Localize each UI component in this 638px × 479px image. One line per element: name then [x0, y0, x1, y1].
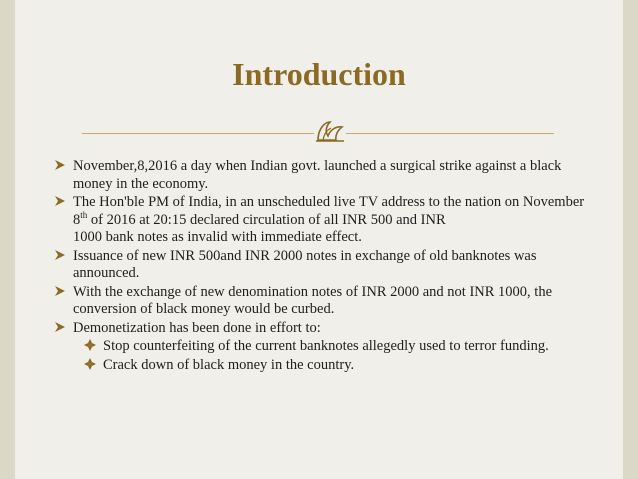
divider-left: [82, 133, 314, 134]
arrow-bullet-icon: [52, 248, 68, 262]
arrow-bullet-icon: [52, 158, 68, 172]
bullet-text-part2: of 2016 at 20:15 declared circulation of all INR 500 and INR: [87, 211, 446, 228]
bullet-text-part3: 1000 bank notes as invalid with immediate effect.: [73, 229, 362, 245]
arrow-bullet-icon: [52, 320, 68, 334]
bullet-item: [52, 248, 592, 283]
bullet-text: Issuance of new INR 500and INR 2000 notes in exchange of old banknotes was announced.: [73, 247, 537, 281]
slide-title: Introduction: [232, 56, 406, 92]
sub-bullet-text: Stop counterfeiting of the current banknotes allegedly used to terror funding.: [103, 338, 549, 354]
ornament-icon: [314, 118, 346, 144]
sub-bullet-item: [52, 357, 592, 375]
ordinal-suffix: th: [80, 209, 88, 220]
sub-bullet-item: [52, 338, 592, 356]
bullet-item: [52, 284, 592, 319]
bullet-text: With the exchange of new denomination notes of INR 2000 and not INR 1000, the conversion of black money would be curbed.: [73, 283, 553, 317]
bullet-item: [52, 194, 592, 247]
divider-right: [346, 133, 554, 134]
bullet-list: [52, 158, 592, 375]
bullet-text: November,8,2016 a day when Indian govt. launched a surgical strike against a black money in the economy.: [73, 158, 562, 192]
diamond-bullet-icon: [82, 338, 98, 352]
bullet-text: Demonetization has been done in effort to:: [73, 319, 321, 336]
bullet-text-part1: The Hon'ble PM of India, in an unscheduled live TV address to the nation on November 8: [73, 194, 585, 228]
bullet-item: [52, 158, 592, 193]
arrow-bullet-icon: [52, 284, 68, 298]
bullet-item: [52, 320, 592, 338]
diamond-bullet-icon: [82, 357, 98, 371]
sub-bullet-text: Crack down of black money in the country.: [103, 356, 355, 373]
arrow-bullet-icon: [52, 194, 68, 208]
